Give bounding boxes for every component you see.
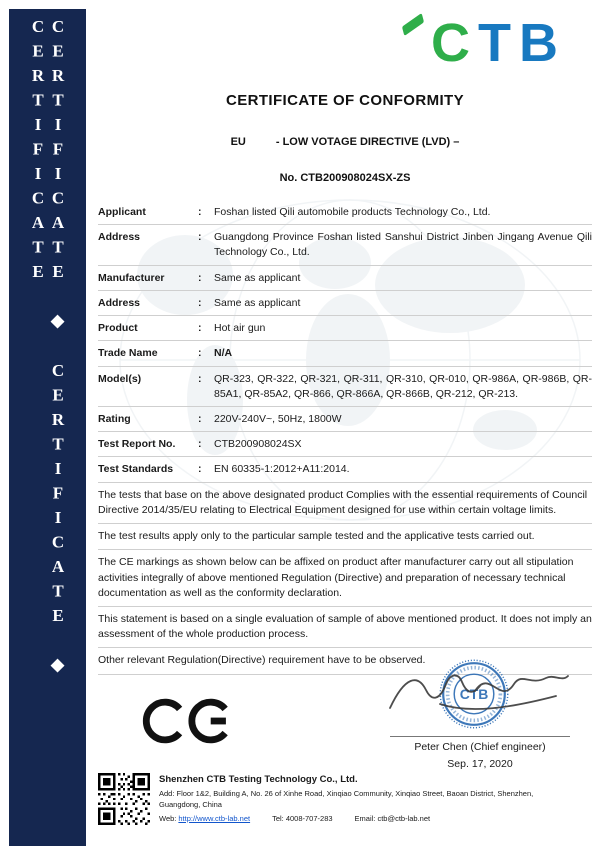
ce-mark (140, 690, 250, 752)
logo-letter-b: B (519, 13, 566, 73)
qr-code (98, 773, 150, 825)
certificate-number: No. CTB200908024SX-ZS (279, 172, 411, 184)
statement-paragraph: The test results apply only to the particular sample tested and the applicative tests carried out. (98, 524, 592, 550)
signatory-name: Peter Chen (Chief engineer) (414, 741, 546, 753)
ctb-logo (431, 13, 566, 73)
field-label: Manufacturer (98, 271, 165, 284)
footer-contact-line (159, 814, 559, 823)
logo-letter-c: C (431, 13, 478, 73)
certificate-side-band (9, 9, 86, 846)
field-value: Guangdong Province Foshan listed Sanshui District Jinben Jingang Avenue Qili Technology Co., Ltd. (214, 231, 592, 259)
field-value: Same as applicant (214, 296, 301, 309)
field-value: 220V-240V~, 50Hz, 1800W (214, 412, 342, 425)
field-row (98, 367, 592, 407)
statement-paragraph: This statement is based on a single evaluation of sample of above mentioned product. It does not imply an assessment of the whole production process. (98, 607, 592, 648)
web-label: Web: (159, 813, 177, 823)
field-label: Test Report No. (98, 438, 176, 451)
field-row (98, 200, 592, 225)
certificate-title: CERTIFICATE OF CONFORMITY (225, 92, 465, 109)
field-label: Rating (98, 412, 131, 425)
certificate-content (98, 0, 592, 855)
footer-address: Add: Floor 1&2, Building A, No. 26 of Xinhe Road, Xinqiao Community, Xinqiao Street, Baoan District, Shenzhen, Guangdong, China (159, 789, 534, 810)
website-link[interactable]: http://www.ctb-lab.net (178, 813, 251, 823)
field-label: Test Standards (98, 463, 174, 476)
field-value: Hot air gun (214, 322, 266, 335)
field-label: Address (98, 231, 141, 244)
field-row (98, 316, 592, 341)
field-colon: : (198, 231, 202, 244)
email-text: Email: ctb@ctb-lab.net (354, 813, 431, 823)
field-colon: : (198, 412, 202, 425)
side-band-vertical-text: CERTIFICATE ◆ CERTIFICATE ◆ CERTIFICATE (28, 17, 68, 681)
certificate-body (98, 200, 592, 675)
field-row (98, 291, 592, 316)
field-colon: : (198, 438, 202, 451)
signature-scribble (378, 656, 578, 726)
field-colon: : (198, 296, 202, 309)
field-row (98, 407, 592, 432)
field-value: QR-323, QR-322, QR-321, QR-311, QR-310, QR-010, QR-986A, QR-986B, QR-85A1, QR-85A2, QR-866, QR-866A, QR-866B, QR-212, QR-213. (214, 372, 592, 400)
bottom-section (98, 686, 592, 772)
field-row (98, 457, 592, 482)
footer-company-name: Shenzhen CTB Testing Technology Co., Ltd. (159, 774, 358, 785)
field-colon: : (198, 271, 202, 284)
signature-date: Sep. 17, 2020 (447, 758, 513, 770)
field-label: Trade Name (98, 347, 158, 360)
statement-paragraph: Other relevant Regulation(Directive) requirement have to be observed. (98, 648, 592, 674)
footer (98, 773, 584, 825)
field-label: Model(s) (98, 372, 142, 385)
directive-line (98, 136, 592, 148)
signature-block (372, 686, 588, 770)
field-row (98, 432, 592, 457)
field-value: N/A (214, 347, 233, 360)
field-colon: : (198, 347, 202, 360)
field-row (98, 341, 592, 366)
directive-text: - LOW VOTAGE DIRECTIVE (LVD) – (275, 136, 460, 148)
field-value: Same as applicant (214, 271, 301, 284)
statement-paragraph: The tests that base on the above designated product Complies with the essential requirements of Council Directive 2014/35/EU relating to Electrical Equipment designed for use within certain voltage limits. (98, 483, 592, 524)
directive-region: EU (230, 136, 246, 148)
field-value: EN 60335-1:2012+A11:2014. (214, 463, 350, 476)
field-value: Foshan listed Qili automobile products Technology Co., Ltd. (214, 206, 491, 218)
field-label: Product (98, 322, 138, 335)
field-row (98, 225, 592, 265)
field-colon: : (198, 206, 202, 218)
field-colon: : (198, 322, 202, 335)
logo-swoosh-icon (402, 13, 424, 36)
statement-paragraph: The CE markings as shown below can be affixed on product after manufacturer carry out all stipulation activities integrally of above mentioned Regulation (Directive) and preparation of necessary technical documentation as well as the conformity declaration. (98, 550, 592, 607)
field-value: CTB200908024SX (214, 438, 302, 451)
field-colon: : (198, 372, 202, 385)
stamp-text: CTB (459, 686, 489, 703)
field-label: Applicant (98, 206, 146, 218)
field-label: Address (98, 296, 141, 309)
logo-letter-t: T (478, 13, 519, 73)
field-colon: : (198, 463, 202, 476)
tel-text: Tel: 4008-707-283 (272, 813, 333, 823)
field-row (98, 266, 592, 291)
